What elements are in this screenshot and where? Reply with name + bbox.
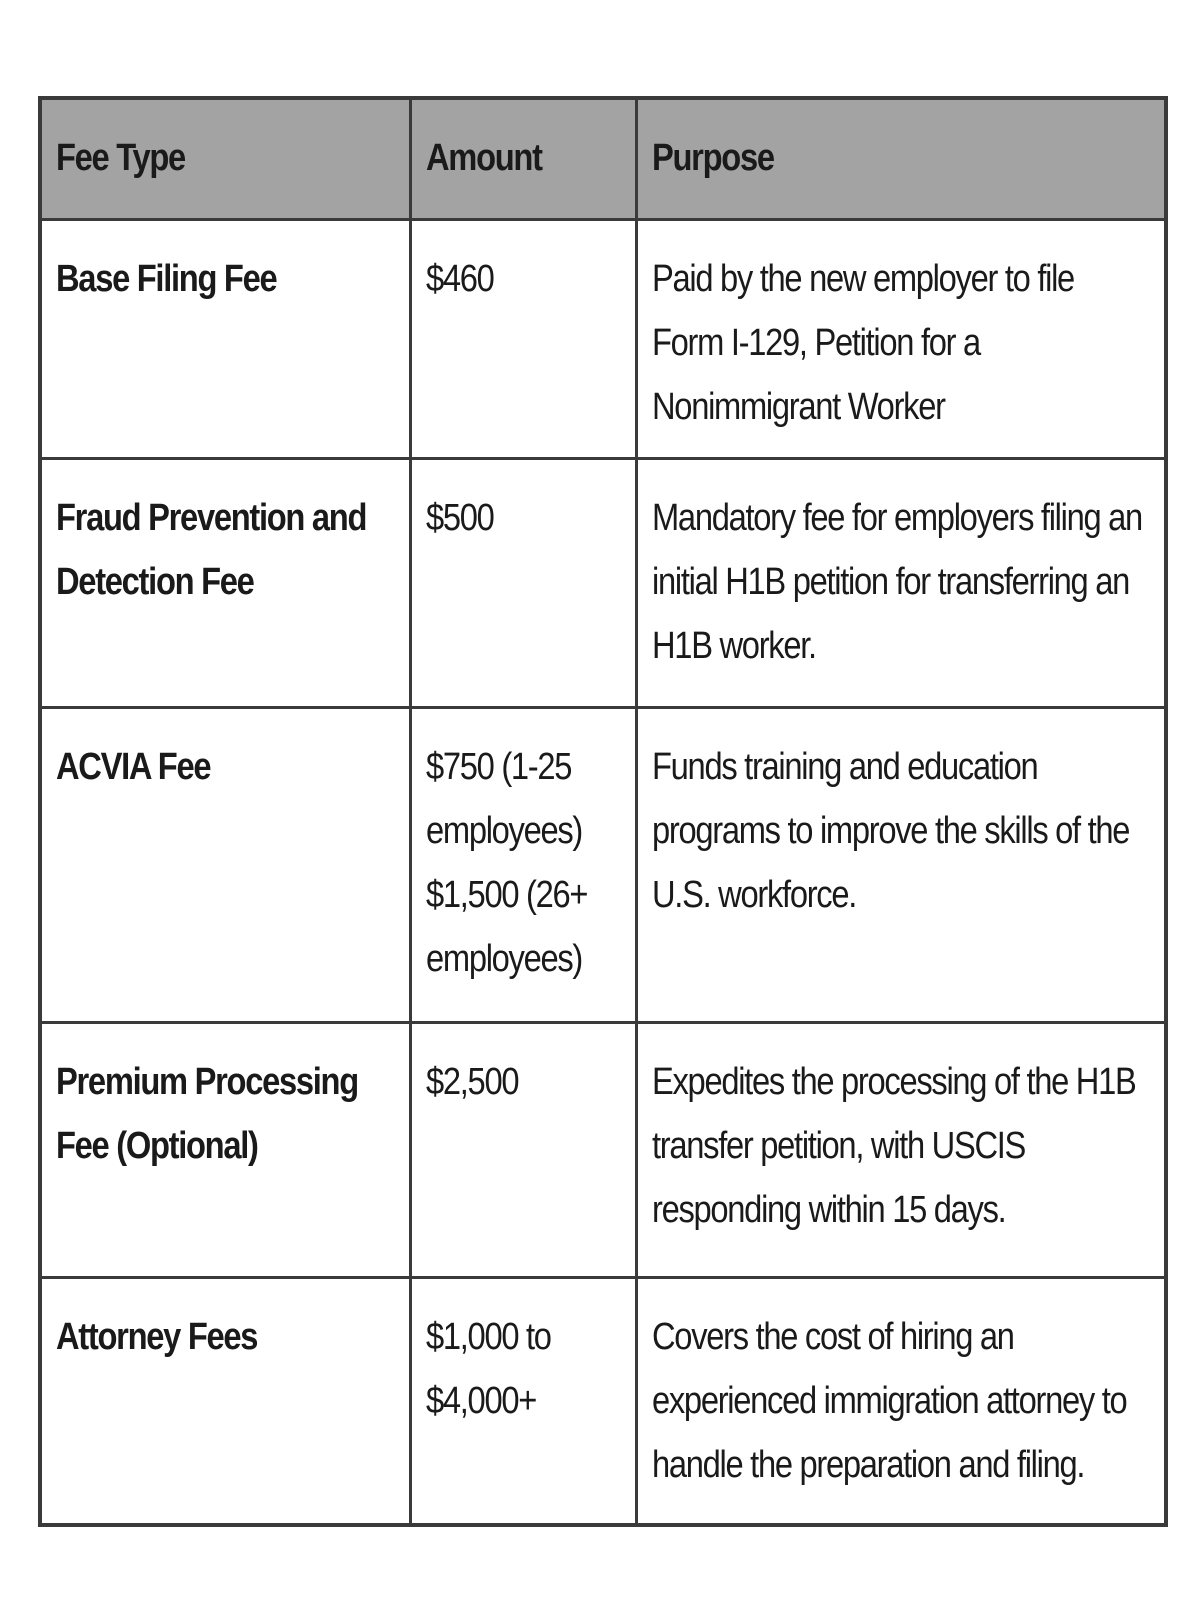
purpose-cell: Expedites the processing of the H1B transfer petition, with USCIS responding within 15 days. — [636, 1023, 1166, 1278]
amount-value: $460 — [425, 258, 494, 300]
amount-cell — [410, 708, 636, 1023]
amount-value: $1,500 (26+ employees) — [425, 874, 587, 980]
table-row — [40, 220, 1166, 459]
header-amount: Amount — [410, 98, 636, 220]
fee-type-cell: Base Filing Fee — [40, 220, 410, 459]
fee-type-cell: Premium Processing Fee (Optional) — [40, 1023, 410, 1278]
amount-value: $2,500 — [425, 1061, 518, 1103]
header-row — [40, 98, 1166, 220]
fee-table — [38, 96, 1168, 1527]
header-purpose: Purpose — [636, 98, 1166, 220]
amount-value: $1,000 to $4,000+ — [425, 1316, 551, 1422]
amount-cell — [410, 1278, 636, 1526]
fee-type-cell: Fraud Prevention and Detection Fee — [40, 459, 410, 708]
fee-type-cell: ACVIA Fee — [40, 708, 410, 1023]
amount-cell — [410, 459, 636, 708]
purpose-cell: Paid by the new employer to file Form I-129, Petition for a Nonimmigrant Worker — [636, 220, 1166, 459]
amount-value: $750 (1-25 employees) — [425, 746, 582, 852]
table-row — [40, 708, 1166, 1023]
purpose-cell: Funds training and education programs to improve the skills of the U.S. workforce. — [636, 708, 1166, 1023]
header-fee-type: Fee Type — [40, 98, 410, 220]
table-header — [40, 98, 1166, 220]
purpose-cell: Covers the cost of hiring an experienced immigration attorney to handle the preparation and filing. — [636, 1278, 1166, 1526]
table-row — [40, 459, 1166, 708]
amount-value: $500 — [425, 497, 494, 539]
table-body — [40, 220, 1166, 1526]
amount-cell — [410, 220, 636, 459]
table-row — [40, 1023, 1166, 1278]
purpose-cell: Mandatory fee for employers filing an initial H1B petition for transferring an H1B worker. — [636, 459, 1166, 708]
amount-cell — [410, 1023, 636, 1278]
table-row — [40, 1278, 1166, 1526]
fee-type-cell: Attorney Fees — [40, 1278, 410, 1526]
